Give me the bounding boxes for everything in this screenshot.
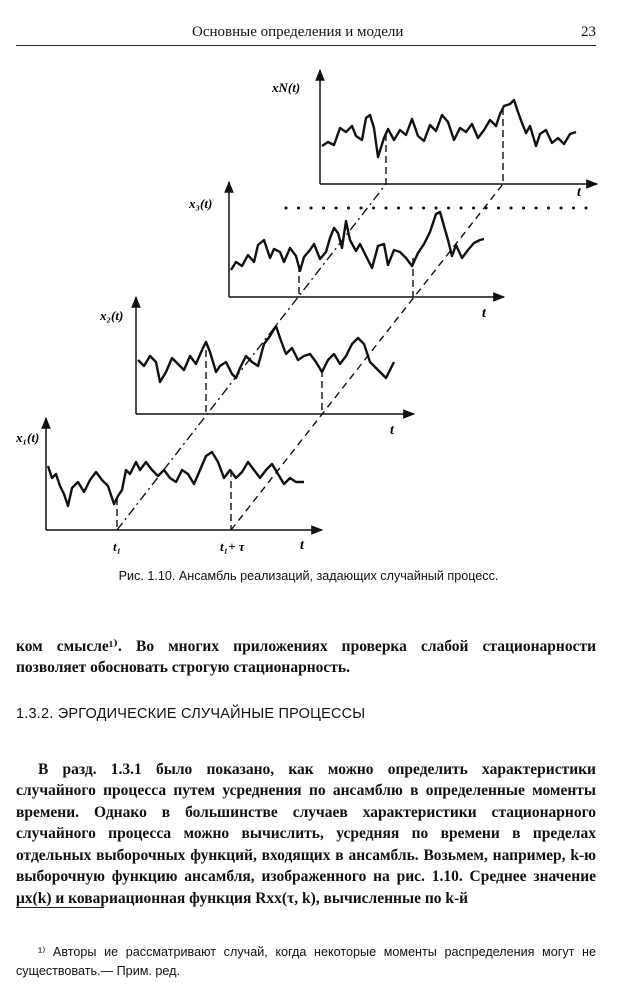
footnote-rule (16, 907, 104, 908)
x1-signal (48, 452, 304, 506)
page-header (16, 24, 596, 44)
tick-label-t1: t₁ (113, 539, 122, 554)
x3-label: x₃(t) (189, 196, 213, 211)
x1-axis-label: t (300, 538, 304, 553)
paragraph-2: В разд. 1.3.1 было показано, как можно определить характеристики случайного процесса путем усреднения по ансамблю в определенные моменты времени. Однако в большинстве случаев характеристики стационарного случайного процесса можно вычислить, усредняя по времени в пределах отдельных выборочных функций, входящих в ансамбль. Возьмем, например, k-ю выборочную функцию ансамбля, изображенного на рис. 1.10. Среднее значение μx(k) и ковариационная функция Rxx(τ, k), вычисленные по k-й (16, 760, 596, 907)
xN-signal (322, 100, 576, 157)
footnote: ¹⁾ Авторы ие рассматривают случай, когда некоторые моменты распределения могут не существовать.— Прим. ред. (16, 944, 596, 978)
ensemble-figure (0, 55, 617, 565)
x3-signal (231, 212, 484, 271)
figure-caption: Рис. 1.10. Ансамбль реализаций, задающих случайный процесс. (118, 569, 499, 583)
panel-x3 (188, 182, 504, 321)
x2-signal (138, 326, 394, 382)
connector-t1-tau (231, 184, 503, 530)
tick-label-t1-plus-tau: t₁+ τ (220, 539, 245, 554)
xN-axis-label: t (577, 185, 581, 200)
x2-axis-label: t (390, 423, 394, 438)
paragraph-1: ком смысле¹⁾. Во многих приложениях проверка слабой стационарности позволяет обосновать строгую стационарность. (16, 637, 596, 676)
xN-label: xN(t) (272, 80, 301, 95)
panel-x1 (15, 418, 322, 554)
x1-label: x₁(t) (16, 430, 40, 445)
header-rule (16, 45, 596, 46)
x2-label: x₂(t) (100, 308, 124, 323)
panel-x2 (99, 297, 414, 438)
page-number: 23 (581, 24, 596, 40)
running-title: Основные определения и модели (192, 24, 404, 40)
x3-axis-label: t (482, 306, 486, 321)
section-heading: 1.3.2. ЭРГОДИЧЕСКИЕ СЛУЧАЙНЫЕ ПРОЦЕССЫ (16, 706, 366, 722)
panel-xN (271, 70, 597, 200)
